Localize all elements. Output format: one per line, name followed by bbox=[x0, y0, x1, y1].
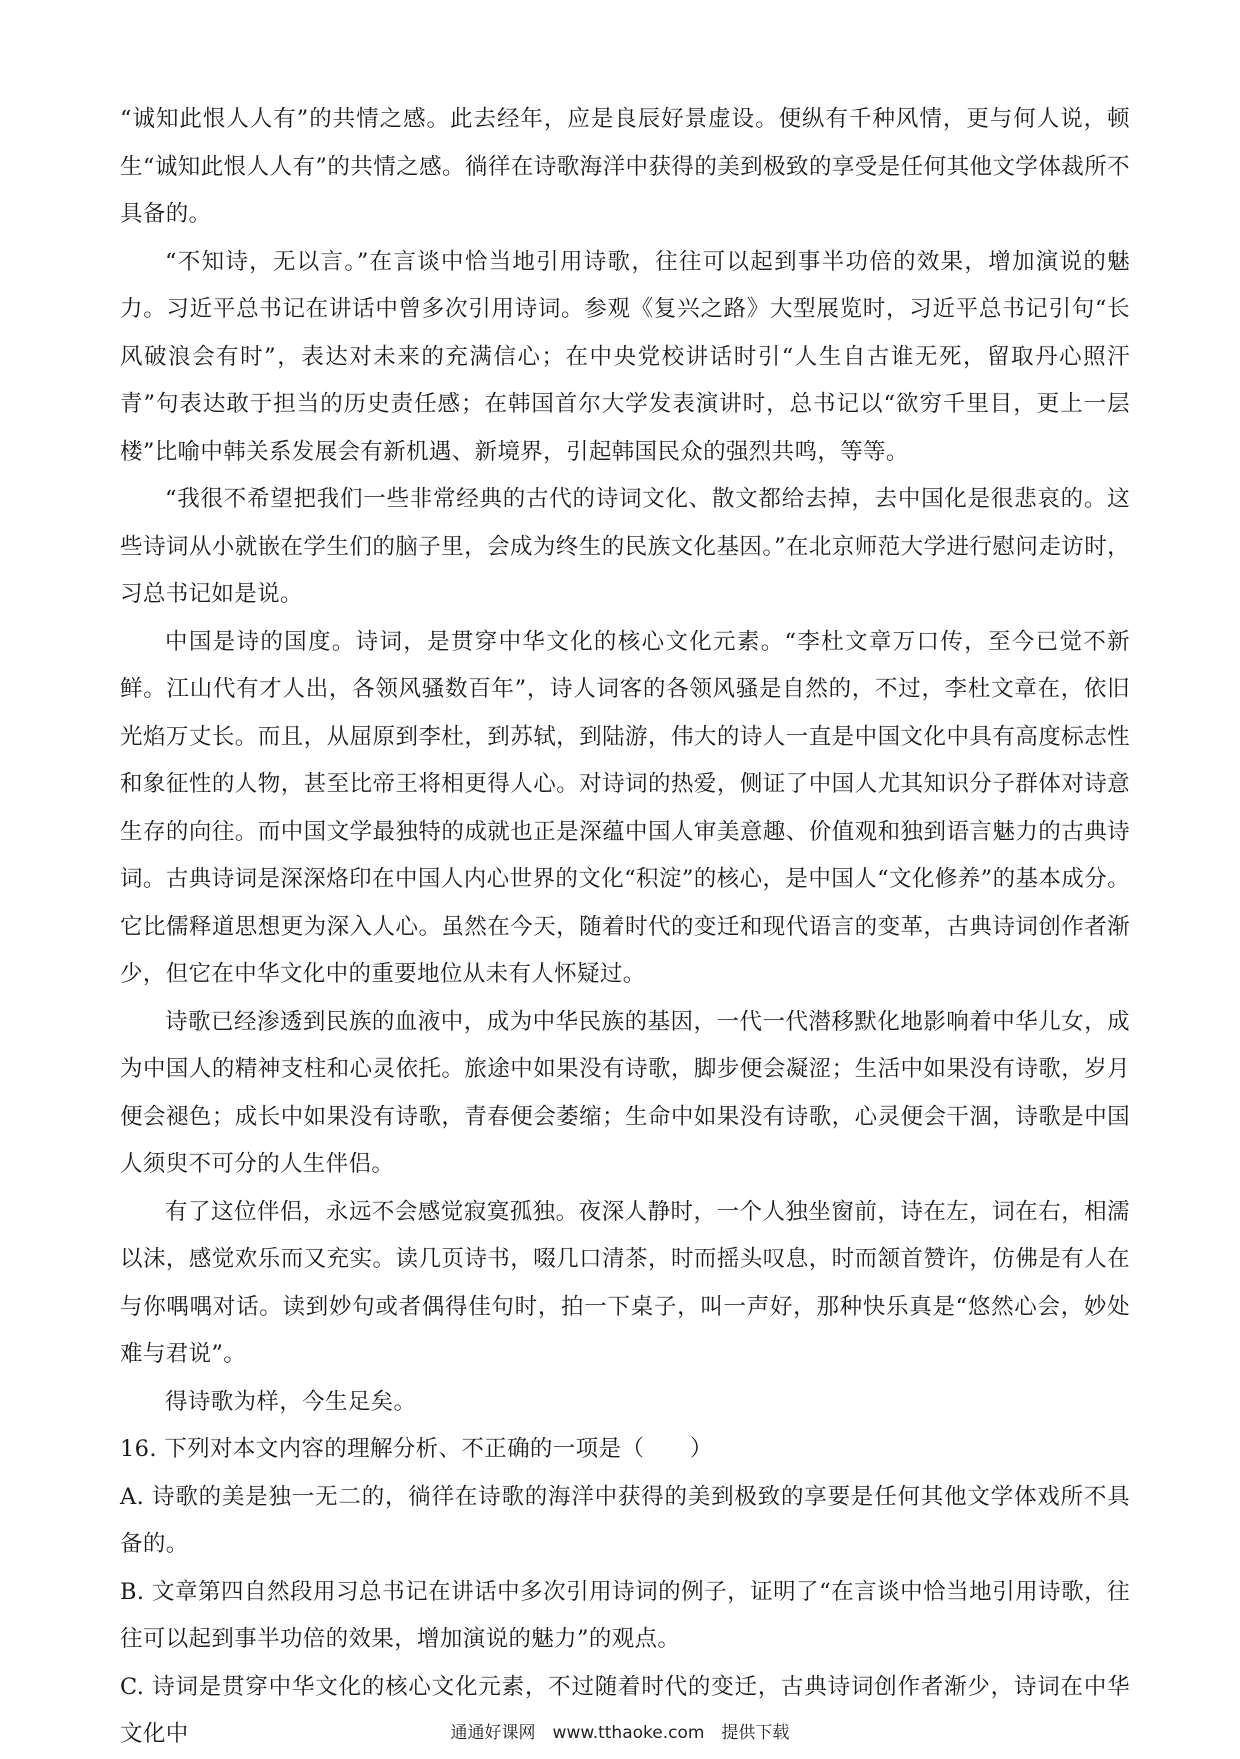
paragraph-3: “我很不希望把我们一些非常经典的古代的诗词文化、散文都给去掉，去中国化是很悲哀的。这些诗词从小就嵌在学生们的脑子里，会成为终生的民族文化基因。”在北京师范大学进行慰问走访时，习总书记如是说。 bbox=[120, 486, 1130, 607]
document-body bbox=[120, 96, 1130, 1759]
paragraph-5: 诗歌已经渗透到民族的血液中，成为中华民族的基因，一代一代潜移默化地影响着中华儿女，成为中国人的精神支柱和心灵依托。旅途中如果没有诗歌，脚步便会凝涩；生活中如果没有诗歌，岁月便会褪色；成长中如果没有诗歌，青春便会萎缩；生命中如果没有诗歌，心灵便会干涸，诗歌是中国人须臾不可分的人生伴侣。 bbox=[120, 1008, 1130, 1177]
option-a: A. 诗歌的美是独一无二的，徜徉在诗歌的海洋中获得的美到极致的享要是任何其他文学体戏所不具备的。 bbox=[120, 1483, 1130, 1557]
paragraph-6: 有了这位伴侣，永远不会感觉寂寞孤独。夜深人静时，一个人独坐窗前，诗在左，词在右，相濡以沫，感觉欢乐而又充实。读几页诗书，啜几口清茶，时而摇头叹息，时而颔首赞许，仿佛是有人在与你喁喁对话。读到妙句或者偶得佳句时，拍一下桌子，叫一声好，那种快乐真是“悠然心会，妙处难与君说”。 bbox=[120, 1198, 1130, 1367]
option-c: C. 诗词是贯穿中华文化的核心文化元素，不过随着时代的变迁，古典诗词创作者渐少，诗词在中华文化中 bbox=[120, 1673, 1130, 1747]
page-footer: 通通好课网 www.tthaoke.com 提供下载 bbox=[450, 1723, 790, 1743]
option-b: B. 文章第四自然段用习总书记在讲话中多次引用诗词的例子，证明了“在言谈中恰当地引用诗歌，往往可以起到事半功倍的效果，增加演说的魅力”的观点。 bbox=[120, 1578, 1130, 1652]
paragraph-2: “不知诗，无以言。”在言谈中恰当地引用诗歌，往往可以起到事半功倍的效果，增加演说的魅力。习近平总书记在讲话中曾多次引用诗词。参观《复兴之路》大型展览时，习近平总书记引句“长风破浪会有时”，表达对未来的充满信心；在中央党校讲话时引“人生自古谁无死，留取丹心照汗青”句表达敢于担当的历史责任感；在韩国首尔大学发表演讲时，总书记以“欲穷千里目，更上一层楼”比喻中韩关系发展会有新机遇、新境界，引起韩国民众的强烈共鸣，等等。 bbox=[120, 248, 1130, 465]
question-stem: 16. 下列对本文内容的理解分析、不正确的一项是（ ） bbox=[120, 1436, 713, 1462]
paragraph-7: 得诗歌为样，今生足矣。 bbox=[165, 1388, 417, 1415]
paragraph-1: “诚知此恨人人有”的共情之感。此去经年，应是良辰好景虚设。便纵有千种风情，更与何人说，顿生“诚知此恨人人有”的共情之感。徜徉在诗歌海洋中获得的美到极致的享受是任何其他文学体裁所不具备的。 bbox=[120, 106, 1130, 227]
paragraph-4: 中国是诗的国度。诗词，是贯穿中华文化的核心文化元素。“李杜文章万口传，至今已觉不新鲜。江山代有才人出，各领风骚数百年”，诗人词客的各领风骚是自然的，不过，李杜文章在，依旧光焰万丈长。而且，从屈原到李杜，到苏轼，到陆游，伟大的诗人一直是中国文化中具有高度标志性和象征性的人物，甚至比帝王将相更得人心。对诗词的热爱，侧证了中国人尤其知识分子群体对诗意生存的向往。而中国文学最独特的成就也正是深蕴中国人审美意趣、价值观和独到语言魅力的古典诗词。古典诗词是深深烙印在中国人内心世界的文化“积淀”的核心，是中国人“文化修养”的基本成分。它比儒释道思想更为深入人心。虽然在今天，随着时代的变迁和现代语言的变革，古典诗词创作者渐少，但它在中华文化中的重要地位从未有人怀疑过。 bbox=[120, 628, 1130, 987]
